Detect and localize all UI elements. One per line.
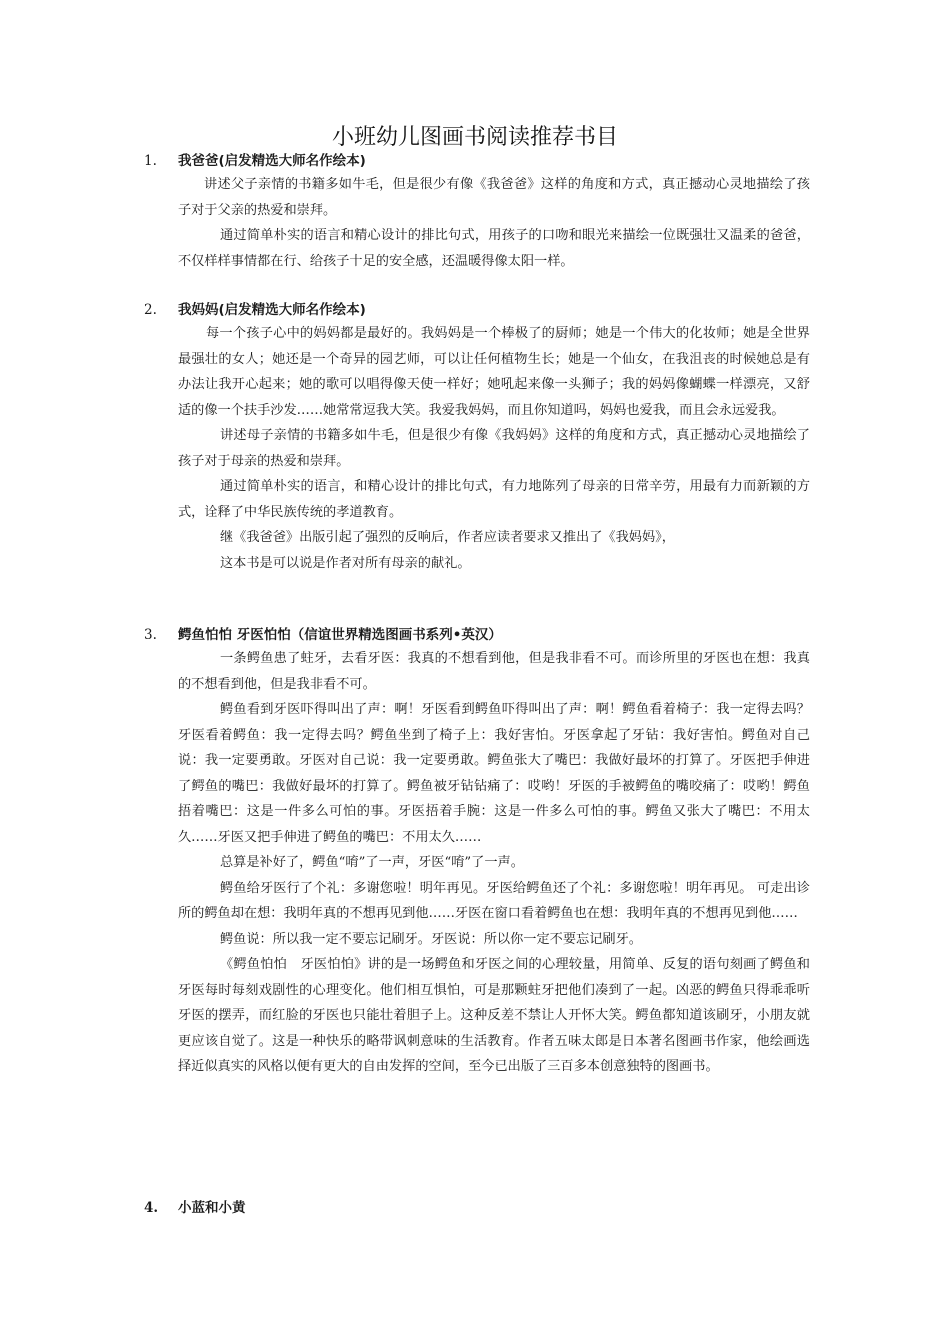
paragraph: 讲述父子亲情的书籍多如牛毛，但是很少有像《我爸爸》这样的角度和方式，真正撼动心灵地描绘了孩子对于父亲的热爱和崇拜。 (178, 177, 810, 218)
section-heading (0, 150, 950, 172)
section-heading (0, 299, 950, 321)
book-title: 小蓝和小黄 (178, 1200, 246, 1216)
paragraph: 通过简单朴实的语言，和精心设计的排比句式，有力地陈列了母亲的日常辛劳，用最有力而新颖的方式，诠释了中华民族传统的孝道教育。 (178, 479, 810, 520)
paragraph: 总算是补好了，鳄鱼“唷”了一声，牙医“唷”了一声。 (220, 855, 524, 870)
book-title: 我爸爸(启发精选大师名作绘本) (178, 153, 366, 169)
section-number: 4. (144, 1200, 159, 1216)
section-number: 3. (144, 627, 157, 643)
section-heading (0, 624, 950, 646)
paragraph: 鳄鱼说：所以我一定不要忘记刷牙。牙医说：所以你一定不要忘记刷牙。 (220, 931, 642, 947)
section-number: 1. (144, 153, 157, 169)
section-3 (0, 624, 950, 1080)
paragraph: 继《我爸爸》出版引起了强烈的反响后，作者应读者要求又推出了《我妈妈》， (220, 530, 675, 545)
paragraph: 这本书是可以说是作者对所有母亲的献礼。 (220, 555, 471, 571)
section-1 (0, 150, 950, 274)
paragraph: 《鳄鱼怕怕 牙医怕怕》讲的是一场鳄鱼和牙医之间的心理较量，用简单、反复的语句刻画了鳄鱼和牙医每时每刻戏剧性的心理变化。他们相互惧怕，可是那颗蛀牙把他们凑到了一起。凶恶的鳄鱼只得乖乖听牙医的摆弄，而红脸的牙医也只能壮着胆子上。这种反差不禁让人开怀大笑。鳄鱼都知道该刷牙，小朋友就更应该自觉了。这是一种快乐的略带讽刺意味的生活教育。作者五味太郎是日本著名图画书作家，他绘画选择近似真实的风格以便有更大的自由发挥的空间，至今已出版了三百多本创意独特的图画书。 (178, 957, 810, 1074)
section-heading (0, 1197, 950, 1219)
paragraph: 一条鳄鱼患了蛀牙，去看牙医：我真的不想看到他，但是我非看不可。而诊所里的牙医也在想：我真的不想看到他，但是我非看不可。 (178, 651, 810, 692)
book-title: 鳄鱼怕怕 牙医怕怕（信谊世界精选图画书系列•英汉） (178, 627, 502, 643)
paragraph: 鳄鱼给牙医行了个礼：多谢您啦！明年再见。牙医给鳄鱼还了个礼：多谢您啦！明年再见。 可走出诊所的鳄鱼却在想：我明年真的不想再见到他……牙医在窗口看着鳄鱼也在想：我明年真的不想再见到他…… (178, 880, 810, 921)
paragraph: 讲述母子亲情的书籍多如牛毛，但是很少有像《我妈妈》这样的角度和方式，真正撼动心灵地描绘了孩子对于母亲的热爱和崇拜。 (178, 428, 810, 469)
document-title: 小班幼儿图画书阅读推荐书目 (331, 125, 618, 150)
paragraph: 每一个孩子心中的妈妈都是最好的。我妈妈是一个棒极了的厨师；她是一个伟大的化妆师；她是全世界最强壮的女人；她还是一个奇异的园艺师，可以让任何植物生长；她是一个仙女，在我沮丧的时候她总是有办法让我开心起来；她的歌可以唱得像天使一样好；她吼起来像一头狮子；我的妈妈像蝴蝶一样漂亮，又舒适的像一个扶手沙发……她常常逗我大笑。我爱我妈妈，而且你知道吗，妈妈也爱我，而且会永远爱我。 (178, 326, 810, 418)
section-4 (0, 1197, 950, 1219)
section-2 (0, 299, 950, 576)
paragraph: 鳄鱼看到牙医吓得叫出了声：啊！牙医看到鳄鱼吓得叫出了声：啊！鳄鱼看着椅子：我一定得去吗？牙医看着鳄鱼：我一定得去吗？鳄鱼坐到了椅子上：我好害怕。牙医拿起了牙钻：我好害怕。鳄鱼对自己说：我一定要勇敢。牙医对自己说：我一定要勇敢。鳄鱼张大了嘴巴：我做好最坏的打算了。牙医把手伸进了鳄鱼的嘴巴：我做好最坏的打算了。鳄鱼被牙钻钻痛了：哎哟！牙医的手被鳄鱼的嘴咬痛了：哎哟！鳄鱼捂着嘴巴：这是一件多么可怕的事。牙医捂着手腕：这是一件多么可怕的事。鳄鱼又张大了嘴巴：不用太久……牙医又把手伸进了鳄鱼的嘴巴：不用太久…… (178, 702, 810, 845)
section-number: 2. (144, 302, 157, 318)
paragraph: 通过简单朴实的语言和精心设计的排比句式，用孩子的口吻和眼光来描绘一位既强壮又温柔的爸爸，不仅样样事情都在行、给孩子十足的安全感，还温暖得像太阳一样。 (178, 228, 810, 269)
book-title: 我妈妈(启发精选大师名作绘本) (178, 302, 366, 318)
